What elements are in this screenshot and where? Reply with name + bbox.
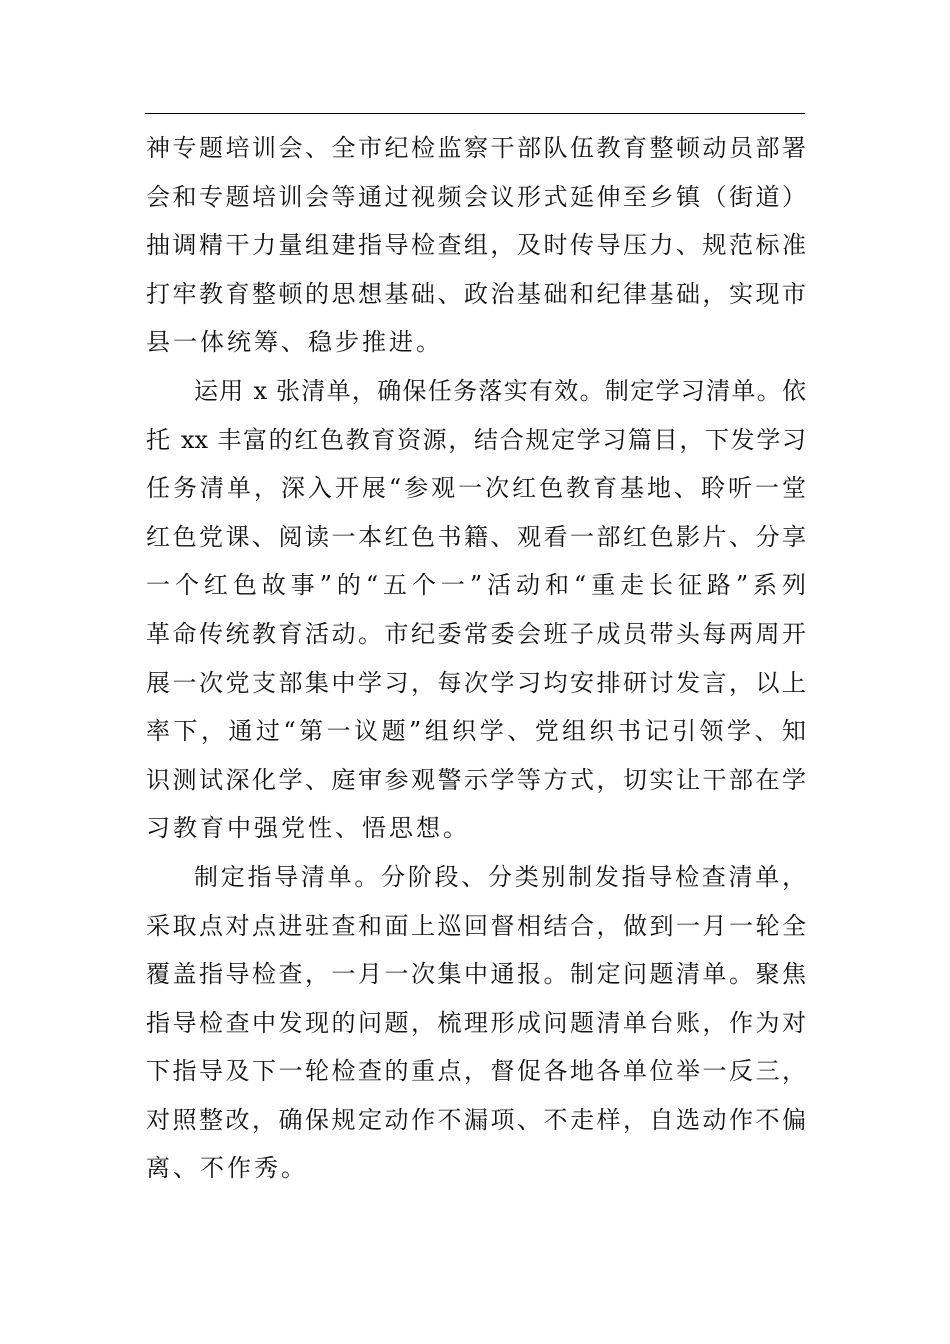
text-line: 覆盖指导检查，一月一次集中通报。制定问题清单。聚焦 (146, 960, 806, 989)
text-line: 采取点对点进驻查和面上巡回督相结合，做到一月一轮全 (146, 911, 806, 940)
text-line: 县一体统筹、稳步推进。 (146, 328, 443, 357)
text-line: 抽调精干力量组建指导检查组，及时传导压力、规范标准 (146, 231, 806, 260)
body-text (146, 124, 806, 1193)
text-line: 制定指导清单。分阶段、分类别制发指导检查清单， (194, 862, 806, 891)
text-line: 会和专题培训会等通过视频会议形式延伸至乡镇（街道） (146, 182, 806, 211)
text-line: 率下，通过“第一议题”组织学、党组织书记引领学、知 (146, 717, 806, 746)
text-line: 离、不作秀。 (146, 1154, 308, 1183)
text-line: 托 xx 丰富的红色教育资源，结合规定学习篇目，下发学习 (146, 425, 806, 454)
text-line: 习教育中强党性、悟思想。 (146, 814, 470, 843)
text-line: 神专题培训会、全市纪检监察干部队伍教育整顿动员部署 (146, 134, 806, 162)
text-line: 对照整改，确保规定动作不漏项、不走样，自选动作不偏 (146, 1105, 806, 1134)
text-line: 任务清单，深入开展“参观一次红色教育基地、聆听一堂 (146, 474, 806, 503)
text-line: 打牢教育整顿的思想基础、政治基础和纪律基础，实现市 (146, 279, 806, 308)
header-rule (145, 113, 805, 114)
text-line: 运用 x 张清单，确保任务落实有效。制定学习清单。依 (194, 376, 806, 405)
text-line: 展一次党支部集中学习，每次学习均安排研讨发言，以上 (146, 668, 806, 697)
text-line: 指导检查中发现的问题，梳理形成问题清单台账，作为对 (146, 1008, 806, 1037)
text-line: 一个红色故事”的“五个一”活动和“重走长征路”系列 (146, 571, 806, 600)
text-line: 下指导及下一轮检查的重点，督促各地各单位举一反三， (146, 1057, 806, 1086)
text-line: 红色党课、阅读一本红色书籍、观看一部红色影片、分享 (146, 522, 806, 551)
text-line: 革命传统教育活动。市纪委常委会班子成员带头每两周开 (146, 619, 806, 648)
text-line: 识测试深化学、庭审参观警示学等方式，切实让干部在学 (146, 765, 806, 794)
